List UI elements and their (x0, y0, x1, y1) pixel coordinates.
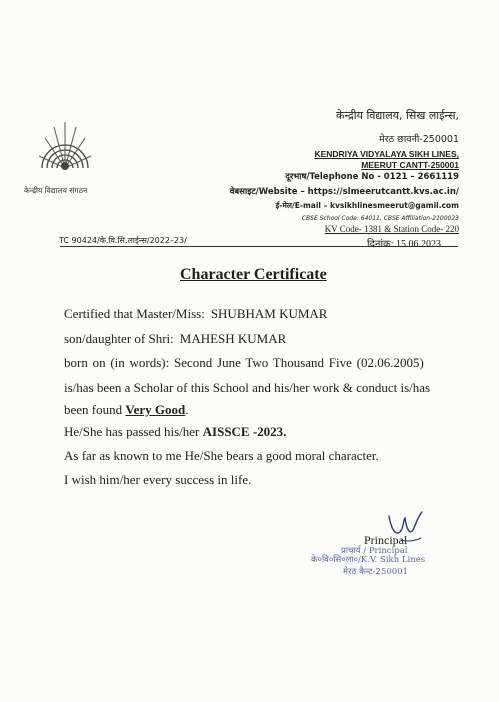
kv-station-code: KV Code- 1381 & Station Code- 220 (324, 224, 459, 234)
body-line-exam (64, 424, 286, 440)
body-line-dob: born on (in words): Second June Two Thousand Five (02.06.2005) (64, 355, 424, 370)
body-line-wish: I wish him/her every success in life. (64, 472, 252, 487)
certificate-title: Character Certificate (180, 266, 327, 283)
body-line-scholar: is/has been a Scholar of this School and his/her work & conduct is/has (64, 380, 431, 395)
school-name-hindi: केन्द्रीय विद्यालय, सिख लाईन्स, (336, 109, 459, 122)
issue-date: दिनांक: 15.06.2023 (367, 239, 441, 250)
kvs-logo-icon (36, 116, 94, 174)
body-line-student (64, 306, 327, 322)
school-name-line2: MEERUT CANTT-250001 (361, 160, 459, 170)
student-name: SHUBHAM KUMAR (210, 306, 328, 321)
stamp-line-3: मेरठ कैन्ट-250001 (343, 567, 409, 577)
body-line-character: As far as known to me He/She bears a good moral character. (64, 448, 379, 463)
parent-label: son/daughter of Shri: (64, 331, 174, 346)
cbse-codes: CBSE School Code: 64011, CBSE Affiliation-2100023 (301, 215, 459, 222)
student-label: Certified that Master/Miss: (64, 306, 205, 321)
conduct-prefix: been found (64, 402, 123, 417)
school-website: वेबसाइट/Website – https://slmeerutcantt.kvs.ac.in/ (229, 187, 459, 197)
conduct-suffix: . (185, 402, 189, 417)
stamp-line-2: के०वि०सि०ला०/K.V. Sikh Lines (311, 555, 426, 565)
body-line-conduct (64, 402, 188, 418)
logo-caption: केन्द्रीय विद्यालय संगठन (24, 186, 88, 195)
school-city-hindi: मेरठ छावनी-250001 (379, 134, 459, 145)
school-name-line1: KENDRIYA VIDYALAYA SIKH LINES, (314, 149, 459, 159)
school-phone: दूरभाष/Telephone No - 0121 – 2661119 (285, 172, 459, 182)
exam-prefix: He/She has passed his/her (64, 424, 200, 439)
principal-title: Principal (364, 533, 408, 547)
reference-number: TC 90424/के.वि.सि.लाईन्स/2022–23/ (59, 236, 187, 245)
school-email: ई-मेल/E-mail – kvsikhlinesmeerut@gamil.com (275, 201, 459, 210)
body-line-parent (64, 331, 286, 347)
parent-name: MAHESH KUMAR (179, 331, 287, 346)
exam-name: AISSCE -2023. (202, 424, 287, 439)
conduct-grade: Very Good (125, 402, 186, 417)
stamp-line-1: प्राचार्य / Principal (341, 546, 408, 556)
